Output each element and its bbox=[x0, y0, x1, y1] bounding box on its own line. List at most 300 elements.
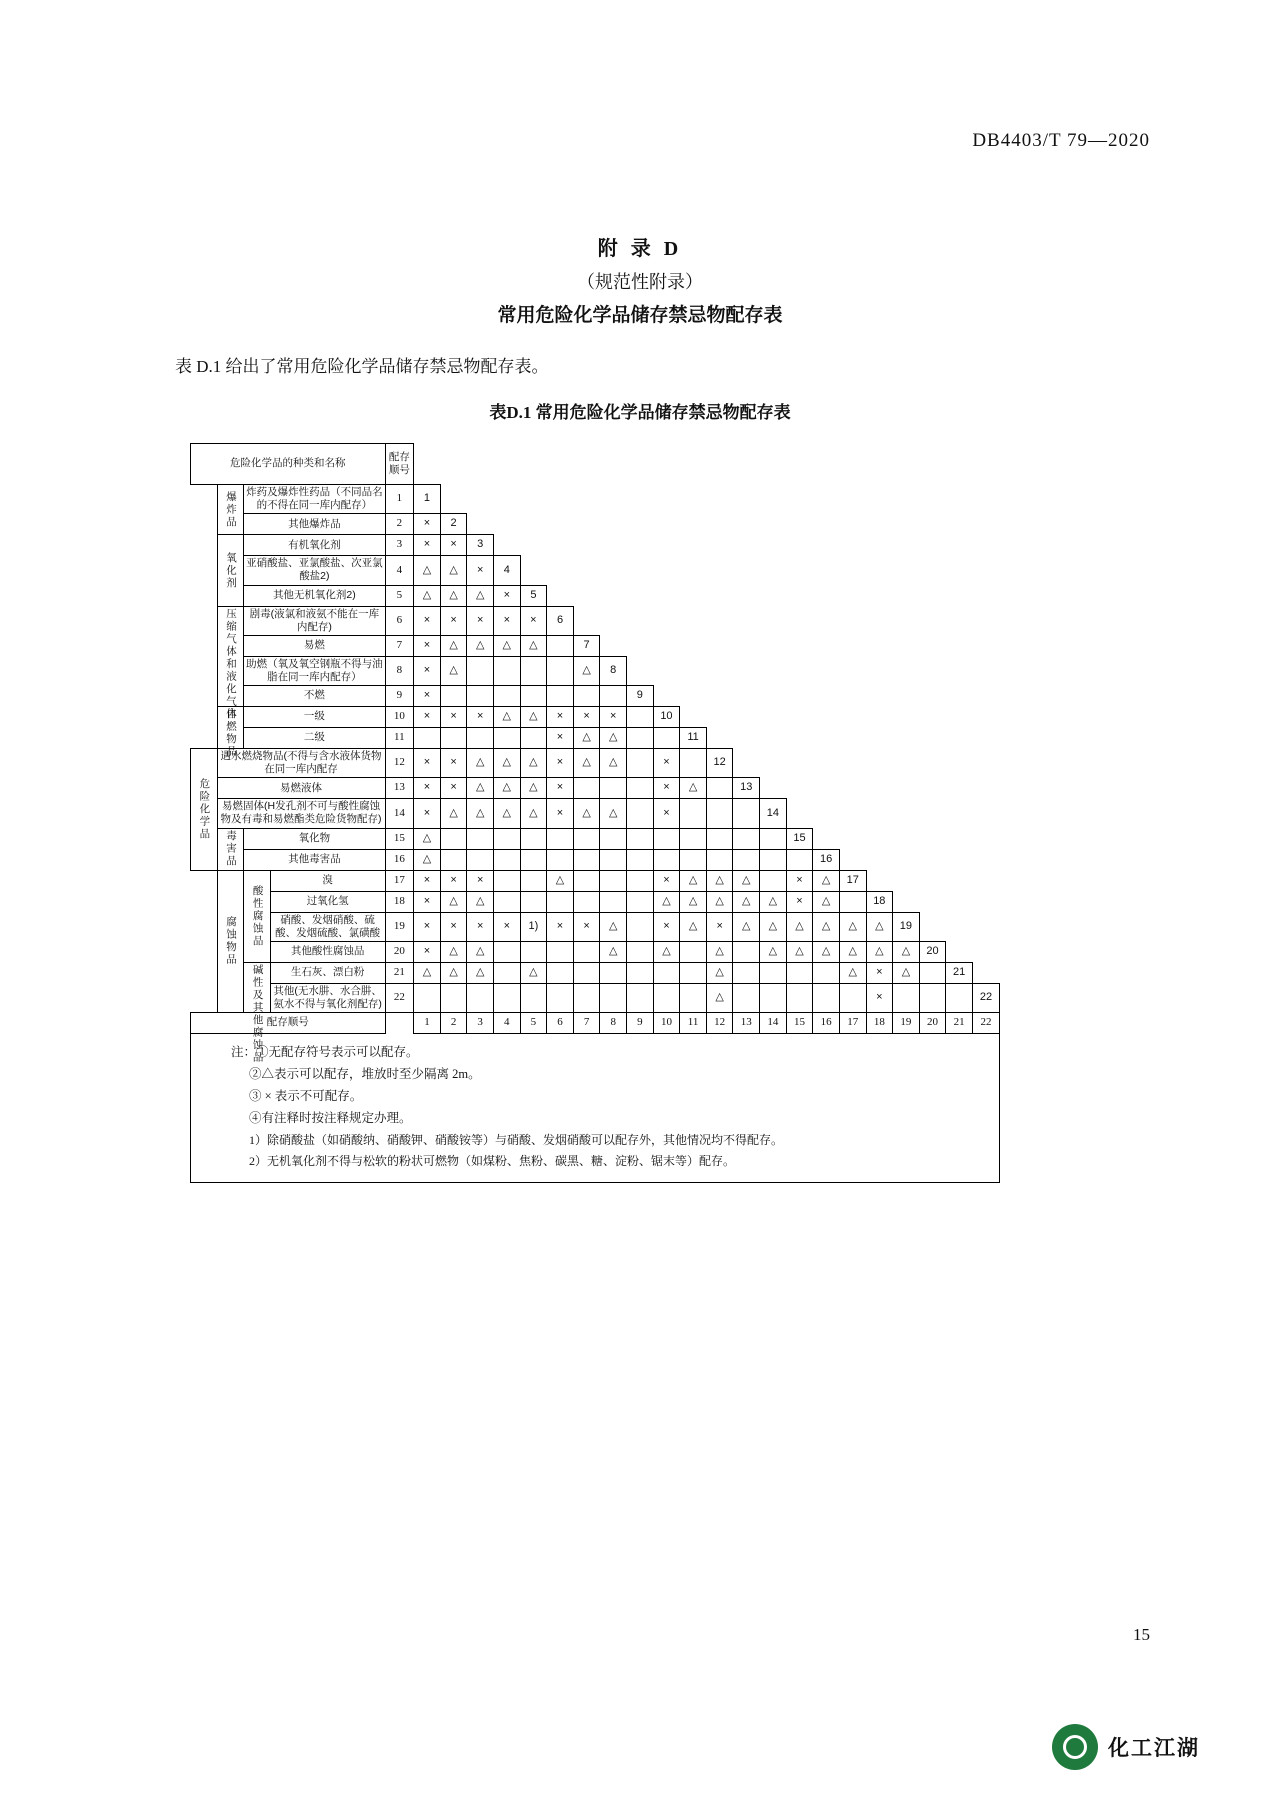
matrix-cell bbox=[733, 941, 760, 962]
matrix-cell: × bbox=[493, 585, 520, 606]
matrix-cell bbox=[680, 749, 707, 778]
matrix-cell: 11 bbox=[680, 728, 707, 749]
matrix-cell: × bbox=[467, 912, 494, 941]
matrix-cell bbox=[680, 849, 707, 870]
matrix-empty-region bbox=[946, 941, 1000, 962]
chemical-name-cell: 有机氧化剂 bbox=[244, 535, 385, 556]
matrix-cell bbox=[573, 941, 600, 962]
matrix-cell bbox=[839, 983, 866, 1012]
category-label: 爆炸品 bbox=[217, 485, 244, 535]
order-number-cell: 9 bbox=[385, 686, 414, 707]
matrix-cell bbox=[493, 686, 520, 707]
matrix-cell bbox=[414, 983, 441, 1012]
matrix-cell: △ bbox=[547, 870, 574, 891]
matrix-cell: △ bbox=[467, 585, 494, 606]
matrix-cell: △ bbox=[573, 799, 600, 828]
matrix-cell bbox=[520, 656, 547, 685]
matrix-empty-region bbox=[813, 828, 1000, 849]
matrix-cell: × bbox=[786, 870, 813, 891]
footer-number-cell: 1 bbox=[414, 1013, 441, 1034]
matrix-cell bbox=[467, 849, 494, 870]
matrix-cell bbox=[493, 828, 520, 849]
matrix-cell: 16 bbox=[813, 849, 840, 870]
matrix-cell: 10 bbox=[653, 707, 680, 728]
matrix-cell: △ bbox=[467, 799, 494, 828]
matrix-cell: △ bbox=[440, 941, 467, 962]
matrix-cell bbox=[680, 941, 707, 962]
matrix-cell: 5 bbox=[520, 585, 547, 606]
matrix-cell: × bbox=[414, 891, 441, 912]
matrix-cell bbox=[547, 962, 574, 983]
footer-number-cell: 14 bbox=[760, 1013, 787, 1034]
table-caption: 表D.1 常用危险化学品储存禁忌物配存表 bbox=[489, 403, 791, 422]
matrix-cell: × bbox=[414, 514, 441, 535]
appendix-intro: 表 D.1 给出了常用危险化学品储存禁忌物配存表。 bbox=[175, 357, 549, 376]
matrix-cell bbox=[680, 799, 707, 828]
matrix-cell: 1) bbox=[520, 912, 547, 941]
matrix-cell: △ bbox=[414, 585, 441, 606]
matrix-cell bbox=[600, 983, 627, 1012]
matrix-cell: △ bbox=[520, 707, 547, 728]
matrix-empty-region bbox=[493, 535, 999, 556]
matrix-cell bbox=[573, 849, 600, 870]
matrix-cell bbox=[440, 849, 467, 870]
footer-number-cell: 17 bbox=[839, 1013, 866, 1034]
matrix-cell: △ bbox=[893, 941, 920, 962]
footer-number-cell: 9 bbox=[627, 1013, 654, 1034]
matrix-cell bbox=[653, 828, 680, 849]
matrix-cell bbox=[733, 799, 760, 828]
matrix-cell bbox=[706, 799, 733, 828]
matrix-cell: △ bbox=[414, 828, 441, 849]
matrix-cell: △ bbox=[493, 749, 520, 778]
matrix-cell: 22 bbox=[972, 983, 999, 1012]
matrix-cell: × bbox=[467, 556, 494, 585]
order-number-cell: 2 bbox=[385, 514, 414, 535]
matrix-cell bbox=[467, 983, 494, 1012]
matrix-cell bbox=[627, 983, 654, 1012]
matrix-cell: × bbox=[547, 749, 574, 778]
matrix-cell: △ bbox=[467, 962, 494, 983]
matrix-cell: 18 bbox=[866, 891, 893, 912]
matrix-cell: 21 bbox=[946, 962, 973, 983]
matrix-cell: × bbox=[653, 749, 680, 778]
matrix-cell bbox=[573, 778, 600, 799]
matrix-empty-region bbox=[440, 485, 999, 514]
matrix-cell: △ bbox=[653, 891, 680, 912]
matrix-cell bbox=[760, 983, 787, 1012]
order-number-cell: 4 bbox=[385, 556, 414, 585]
matrix-cell: △ bbox=[493, 635, 520, 656]
chemical-name-cell: 其他爆炸品 bbox=[244, 514, 385, 535]
matrix-cell bbox=[600, 962, 627, 983]
matrix-cell: △ bbox=[733, 912, 760, 941]
matrix-cell bbox=[760, 870, 787, 891]
matrix-cell: △ bbox=[467, 635, 494, 656]
matrix-cell bbox=[733, 983, 760, 1012]
matrix-cell bbox=[627, 749, 654, 778]
note-3: ④有注释时按注释规定办理。 bbox=[249, 1110, 412, 1125]
note-4: 1）除硝酸盐（如硝酸纳、硝酸钾、硝酸铵等）与硝酸、发烟硝酸可以配存外，其他情况均不得配存。 bbox=[249, 1132, 784, 1147]
matrix-cell: 3 bbox=[467, 535, 494, 556]
matrix-cell: △ bbox=[680, 912, 707, 941]
matrix-cell bbox=[733, 962, 760, 983]
matrix-cell: 15 bbox=[786, 828, 813, 849]
matrix-cell: × bbox=[493, 606, 520, 635]
matrix-cell: △ bbox=[520, 962, 547, 983]
matrix-cell: 19 bbox=[893, 912, 920, 941]
matrix-cell: × bbox=[440, 778, 467, 799]
matrix-cell: △ bbox=[813, 870, 840, 891]
matrix-cell: × bbox=[414, 941, 441, 962]
matrix-cell bbox=[653, 849, 680, 870]
order-number-cell: 21 bbox=[385, 962, 414, 983]
matrix-cell: × bbox=[440, 870, 467, 891]
matrix-cell: △ bbox=[520, 778, 547, 799]
matrix-cell bbox=[706, 828, 733, 849]
matrix-table-wrap bbox=[190, 443, 1000, 1183]
matrix-cell: △ bbox=[760, 891, 787, 912]
matrix-cell bbox=[573, 983, 600, 1012]
appendix-subtitle: （规范性附录） bbox=[577, 272, 703, 292]
matrix-cell: △ bbox=[786, 941, 813, 962]
matrix-empty-region bbox=[547, 585, 1000, 606]
matrix-cell: × bbox=[866, 983, 893, 1012]
watermark-logo-icon bbox=[1052, 1724, 1098, 1770]
chemical-name-cell: 炸药及爆炸性药品（不同品名的不得在同一库内配存） bbox=[244, 485, 385, 514]
matrix-cell: △ bbox=[467, 749, 494, 778]
category-label: 氧化剂 bbox=[217, 535, 244, 606]
order-number-cell: 17 bbox=[385, 870, 414, 891]
matrix-cell bbox=[493, 962, 520, 983]
order-number-cell: 8 bbox=[385, 656, 414, 685]
matrix-cell: × bbox=[600, 707, 627, 728]
matrix-cell bbox=[493, 656, 520, 685]
matrix-cell bbox=[786, 962, 813, 983]
matrix-cell: × bbox=[493, 912, 520, 941]
note-0: 注：①无配存符号表示可以配存。 bbox=[231, 1045, 419, 1059]
matrix-cell bbox=[520, 828, 547, 849]
chemical-name-cell: 亚硝酸盐、亚氯酸盐、次亚氯酸盐2) bbox=[244, 556, 385, 585]
matrix-cell bbox=[627, 728, 654, 749]
matrix-cell bbox=[600, 891, 627, 912]
footer-number-cell: 16 bbox=[813, 1013, 840, 1034]
matrix-cell: △ bbox=[520, 749, 547, 778]
matrix-cell bbox=[653, 728, 680, 749]
matrix-cell: △ bbox=[440, 799, 467, 828]
chemical-name-cell: 易燃固体(H发孔剂不可与酸性腐蚀物及有毒和易燃酯类危险货物配存) bbox=[217, 799, 385, 828]
header-spacer bbox=[414, 444, 1000, 485]
matrix-cell bbox=[547, 656, 574, 685]
matrix-cell: × bbox=[414, 707, 441, 728]
matrix-cell bbox=[573, 891, 600, 912]
matrix-cell: × bbox=[414, 686, 441, 707]
matrix-cell: △ bbox=[600, 941, 627, 962]
footer-number-cell: 6 bbox=[547, 1013, 574, 1034]
matrix-cell: × bbox=[440, 606, 467, 635]
matrix-cell: △ bbox=[440, 891, 467, 912]
matrix-cell: △ bbox=[866, 941, 893, 962]
order-number-cell: 5 bbox=[385, 585, 414, 606]
matrix-empty-region bbox=[467, 514, 1000, 535]
matrix-cell bbox=[653, 983, 680, 1012]
footer-number-cell: 12 bbox=[706, 1013, 733, 1034]
matrix-empty-region bbox=[866, 870, 999, 891]
matrix-cell: × bbox=[414, 535, 441, 556]
matrix-cell bbox=[627, 778, 654, 799]
matrix-cell bbox=[600, 686, 627, 707]
matrix-empty-region bbox=[733, 749, 1000, 778]
matrix-cell bbox=[760, 962, 787, 983]
order-number-cell: 16 bbox=[385, 849, 414, 870]
matrix-cell: × bbox=[414, 799, 441, 828]
matrix-cell bbox=[440, 728, 467, 749]
matrix-cell: △ bbox=[706, 941, 733, 962]
matrix-cell bbox=[547, 891, 574, 912]
matrix-cell: × bbox=[414, 635, 441, 656]
matrix-cell: △ bbox=[600, 912, 627, 941]
matrix-cell: × bbox=[440, 749, 467, 778]
matrix-cell bbox=[493, 849, 520, 870]
matrix-cell: △ bbox=[600, 728, 627, 749]
order-number-cell: 22 bbox=[385, 983, 414, 1012]
matrix-cell bbox=[919, 983, 946, 1012]
matrix-cell bbox=[573, 828, 600, 849]
matrix-cell: × bbox=[653, 799, 680, 828]
matrix-cell: × bbox=[414, 870, 441, 891]
footer-number-cell: 8 bbox=[600, 1013, 627, 1034]
chemical-name-cell: 剧毒(液氯和液氨不能在一库内配存) bbox=[244, 606, 385, 635]
footer-number-cell: 13 bbox=[733, 1013, 760, 1034]
matrix-cell: △ bbox=[653, 941, 680, 962]
matrix-cell: 17 bbox=[839, 870, 866, 891]
matrix-cell: △ bbox=[839, 941, 866, 962]
matrix-cell: △ bbox=[493, 799, 520, 828]
chemical-name-cell: 其他酸性腐蚀品 bbox=[270, 941, 385, 962]
matrix-cell bbox=[946, 983, 973, 1012]
matrix-cell: △ bbox=[680, 778, 707, 799]
matrix-cell bbox=[547, 941, 574, 962]
matrix-cell bbox=[467, 686, 494, 707]
footer-number-cell: 4 bbox=[493, 1013, 520, 1034]
matrix-cell: 20 bbox=[919, 941, 946, 962]
matrix-empty-region bbox=[786, 799, 999, 828]
watermark bbox=[1052, 1724, 1200, 1770]
matrix-cell: × bbox=[440, 707, 467, 728]
matrix-cell bbox=[627, 870, 654, 891]
chemical-name-cell: 溴 bbox=[270, 870, 385, 891]
standard-code: DB4403/T 79—2020 bbox=[972, 130, 1150, 151]
order-number-cell: 11 bbox=[385, 728, 414, 749]
matrix-cell: △ bbox=[467, 941, 494, 962]
matrix-cell bbox=[627, 828, 654, 849]
matrix-cell: △ bbox=[839, 912, 866, 941]
matrix-cell: △ bbox=[733, 870, 760, 891]
category-label: 腐蚀物品 bbox=[217, 870, 244, 1013]
category-label: 自燃物品 bbox=[217, 707, 244, 749]
chemical-name-cell: 一级 bbox=[244, 707, 385, 728]
footer-number-cell: 20 bbox=[919, 1013, 946, 1034]
matrix-cell: △ bbox=[573, 728, 600, 749]
matrix-cell bbox=[467, 728, 494, 749]
matrix-cell bbox=[547, 849, 574, 870]
chemical-name-cell: 二级 bbox=[244, 728, 385, 749]
matrix-cell bbox=[493, 983, 520, 1012]
matrix-cell: △ bbox=[467, 891, 494, 912]
matrix-cell: △ bbox=[440, 556, 467, 585]
matrix-cell: △ bbox=[760, 912, 787, 941]
matrix-cell: 12 bbox=[706, 749, 733, 778]
matrix-empty-region bbox=[839, 849, 999, 870]
matrix-cell bbox=[706, 778, 733, 799]
matrix-cell bbox=[627, 912, 654, 941]
matrix-empty-region bbox=[893, 891, 1000, 912]
order-number-cell: 3 bbox=[385, 535, 414, 556]
matrix-cell bbox=[600, 828, 627, 849]
matrix-cell bbox=[520, 686, 547, 707]
table-notes bbox=[190, 1034, 1000, 1183]
matrix-cell: △ bbox=[440, 585, 467, 606]
chemical-name-cell: 助燃（氧及氧空钢瓶不得与油脂在同一库内配存） bbox=[244, 656, 385, 685]
matrix-cell bbox=[839, 891, 866, 912]
footer-order-label: 配存顺号 bbox=[191, 1013, 386, 1034]
footer-number-cell: 5 bbox=[520, 1013, 547, 1034]
category-label: 压缩气体和液化气体 bbox=[217, 606, 244, 707]
chemical-name-cell: 生石灰、漂白粉 bbox=[270, 962, 385, 983]
matrix-cell: × bbox=[467, 870, 494, 891]
matrix-cell bbox=[520, 849, 547, 870]
matrix-cell: △ bbox=[680, 891, 707, 912]
chemical-name-cell: 其他(无水肼、水合肼、氨水不得与氧化剂配存) bbox=[270, 983, 385, 1012]
matrix-cell: × bbox=[440, 912, 467, 941]
order-number-cell: 20 bbox=[385, 941, 414, 962]
note-2: ③ × 表示不可配存。 bbox=[249, 1088, 363, 1103]
matrix-empty-region bbox=[706, 728, 999, 749]
matrix-cell bbox=[680, 983, 707, 1012]
order-number-cell: 1 bbox=[385, 485, 414, 514]
outer-group-label: 危险化学品 bbox=[191, 749, 218, 871]
matrix-cell bbox=[680, 828, 707, 849]
matrix-cell bbox=[627, 799, 654, 828]
page-number: 15 bbox=[1133, 1625, 1150, 1644]
matrix-cell: × bbox=[467, 606, 494, 635]
matrix-empty-region bbox=[600, 635, 1000, 656]
matrix-cell bbox=[600, 870, 627, 891]
order-number-cell: 6 bbox=[385, 606, 414, 635]
matrix-cell: × bbox=[653, 912, 680, 941]
matrix-cell bbox=[520, 870, 547, 891]
outer-group-spacer-bottom bbox=[191, 870, 218, 1013]
matrix-cell bbox=[733, 849, 760, 870]
matrix-cell: 9 bbox=[627, 686, 654, 707]
matrix-empty-region bbox=[627, 656, 1000, 685]
matrix-cell bbox=[520, 728, 547, 749]
matrix-cell bbox=[520, 941, 547, 962]
matrix-cell: △ bbox=[813, 941, 840, 962]
matrix-cell: × bbox=[653, 778, 680, 799]
matrix-cell: △ bbox=[706, 870, 733, 891]
footer-number-cell: 11 bbox=[680, 1013, 707, 1034]
matrix-cell bbox=[440, 686, 467, 707]
matrix-cell bbox=[786, 983, 813, 1012]
matrix-cell bbox=[440, 983, 467, 1012]
matrix-cell: 6 bbox=[547, 606, 574, 635]
matrix-cell bbox=[547, 828, 574, 849]
matrix-empty-region bbox=[653, 686, 999, 707]
matrix-cell bbox=[627, 849, 654, 870]
footer-number-cell: 7 bbox=[573, 1013, 600, 1034]
matrix-cell: △ bbox=[760, 941, 787, 962]
matrix-cell: 7 bbox=[573, 635, 600, 656]
matrix-cell: △ bbox=[414, 962, 441, 983]
appendix-title: 附 录 D bbox=[597, 238, 683, 260]
footer-number-cell: 15 bbox=[786, 1013, 813, 1034]
order-number-cell: 18 bbox=[385, 891, 414, 912]
matrix-cell bbox=[760, 828, 787, 849]
matrix-cell: × bbox=[520, 606, 547, 635]
matrix-cell: △ bbox=[813, 912, 840, 941]
matrix-cell bbox=[520, 983, 547, 1012]
matrix-cell bbox=[493, 870, 520, 891]
matrix-cell: 14 bbox=[760, 799, 787, 828]
matrix-cell: × bbox=[414, 749, 441, 778]
matrix-cell: △ bbox=[440, 656, 467, 685]
matrix-empty-region bbox=[680, 707, 1000, 728]
matrix-cell bbox=[547, 635, 574, 656]
matrix-cell bbox=[573, 962, 600, 983]
matrix-cell: 8 bbox=[600, 656, 627, 685]
matrix-cell: × bbox=[440, 535, 467, 556]
matrix-cell: × bbox=[573, 707, 600, 728]
matrix-cell: △ bbox=[706, 962, 733, 983]
matrix-cell bbox=[893, 983, 920, 1012]
matrix-cell: × bbox=[547, 707, 574, 728]
matrix-cell bbox=[520, 891, 547, 912]
footer-number-cell: 22 bbox=[972, 1013, 999, 1034]
matrix-cell: △ bbox=[706, 891, 733, 912]
matrix-cell: △ bbox=[893, 962, 920, 983]
matrix-cell bbox=[440, 828, 467, 849]
matrix-cell bbox=[627, 707, 654, 728]
matrix-empty-region bbox=[760, 778, 1000, 799]
matrix-cell: × bbox=[414, 656, 441, 685]
footer-number-cell: 19 bbox=[893, 1013, 920, 1034]
chemical-name-cell: 氧化物 bbox=[244, 828, 385, 849]
matrix-cell: △ bbox=[733, 891, 760, 912]
matrix-empty-region bbox=[573, 606, 999, 635]
matrix-cell: △ bbox=[414, 849, 441, 870]
subcategory-label: 酸性腐蚀品 bbox=[244, 870, 271, 962]
matrix-corner-label: 危险化学品的种类和名称 bbox=[191, 444, 386, 485]
note-5: 2）无机氧化剂不得与松软的粉状可燃物（如煤粉、焦粉、碳黑、糖、淀粉、锯末等）配存。 bbox=[249, 1153, 736, 1168]
footer-number-cell: 10 bbox=[653, 1013, 680, 1034]
matrix-cell: × bbox=[573, 912, 600, 941]
matrix-cell bbox=[786, 849, 813, 870]
matrix-cell bbox=[627, 891, 654, 912]
matrix-cell: × bbox=[653, 870, 680, 891]
matrix-cell bbox=[919, 962, 946, 983]
matrix-cell: × bbox=[547, 778, 574, 799]
matrix-cell: 13 bbox=[733, 778, 760, 799]
matrix-cell: △ bbox=[813, 891, 840, 912]
order-number-cell: 13 bbox=[385, 778, 414, 799]
matrix-cell bbox=[573, 686, 600, 707]
matrix-cell bbox=[600, 849, 627, 870]
chemical-name-cell: 硝酸、发烟硝酸、硫酸、发烟硫酸、氯磺酸 bbox=[270, 912, 385, 941]
matrix-cell bbox=[600, 778, 627, 799]
appendix-name: 常用危险化学品储存禁忌物配存表 bbox=[497, 305, 783, 326]
matrix-cell: △ bbox=[866, 912, 893, 941]
